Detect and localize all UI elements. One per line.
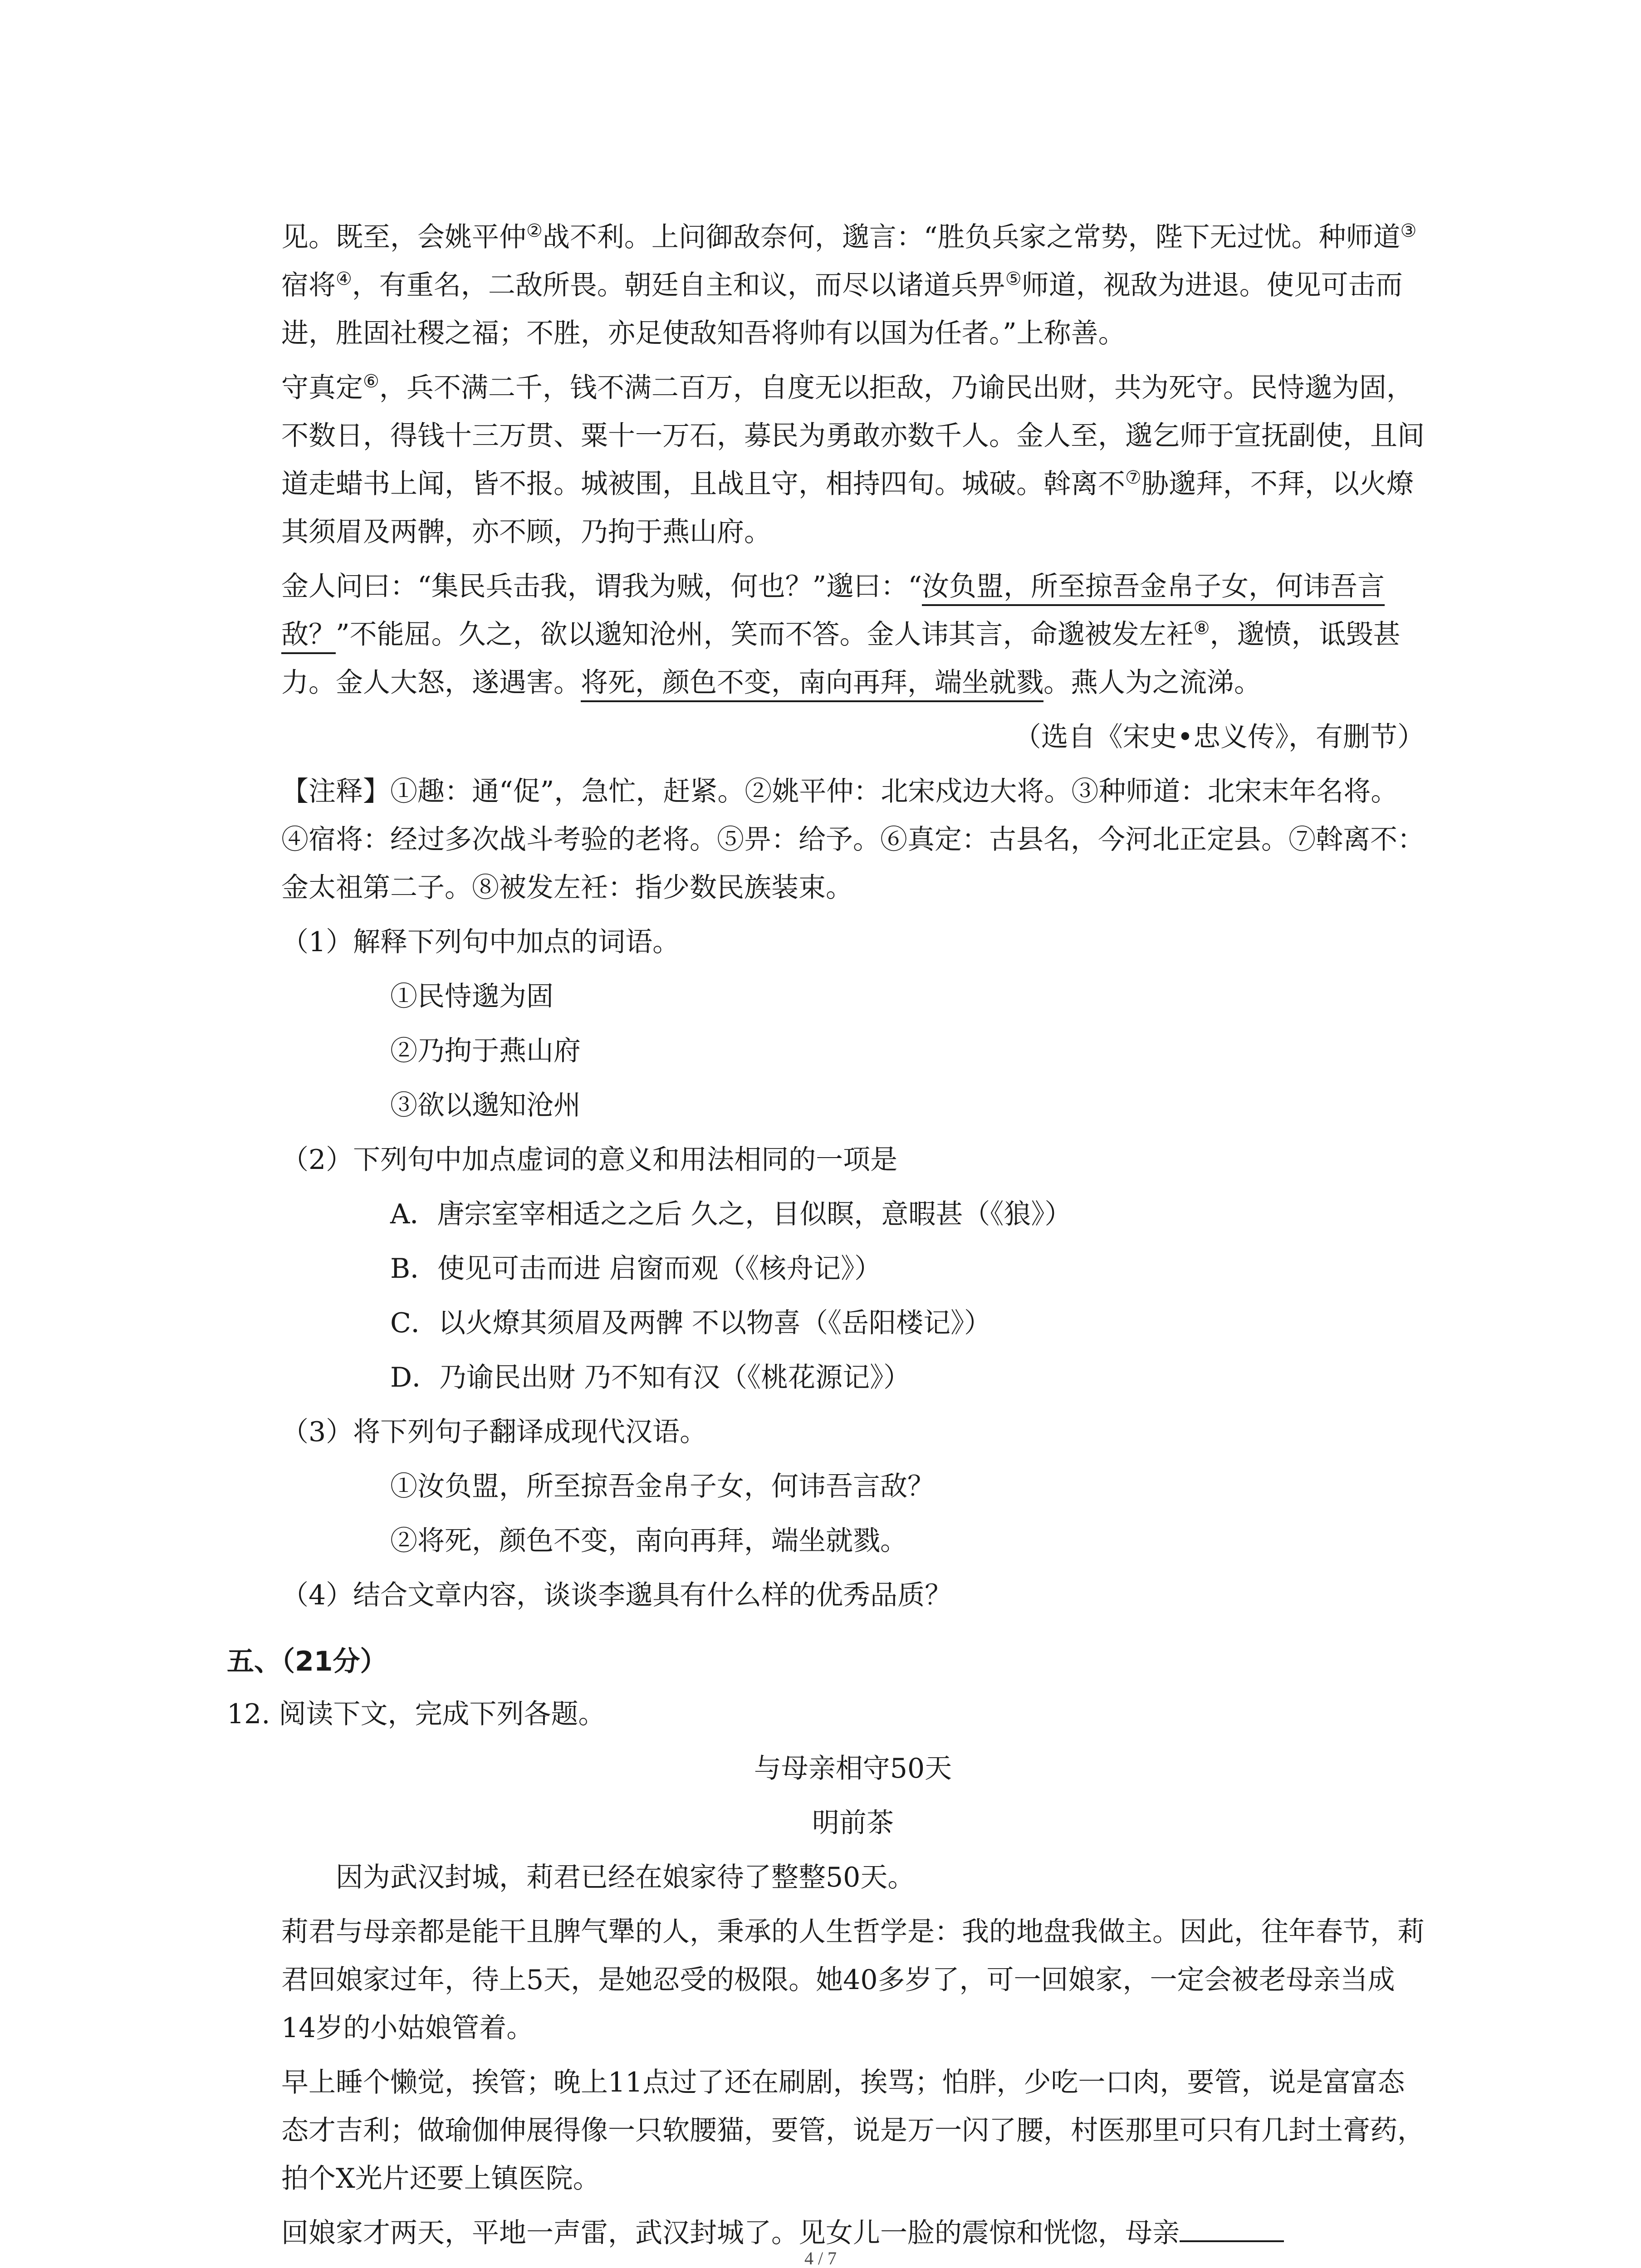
note-marker: ⑦ xyxy=(1125,467,1141,488)
question-2-option-b: B．使见可击而进 启窗而观（《核舟记》） xyxy=(390,1253,882,1285)
article-title: 与母亲相守50天 xyxy=(754,1753,952,1784)
article-paragraph: 因为武汉封城，莉君已经在娘家待了整整50天。 xyxy=(336,1862,915,1893)
question-3-item: ②将死，颜色不变，南向再拜，端坐就戮。 xyxy=(390,1525,907,1557)
section-5-heading: 五、（21分） xyxy=(227,1646,387,1677)
text-run: 宿将 xyxy=(281,269,336,301)
note-marker: ② xyxy=(526,220,543,241)
answer-blank[interactable] xyxy=(1180,2213,1284,2242)
passage-paragraph-2 xyxy=(281,364,1425,556)
question-2-option-d: D．乃谕民出财 乃不知有汉（《桃花源记》） xyxy=(390,1362,911,1393)
text-run: ”不能屈。久之，欲以邈知沧州，笑而不答。金人讳其言，命邈被发左衽 xyxy=(336,619,1194,650)
passage-source: （选自《宋史•忠义传》，有删节） xyxy=(1014,721,1425,753)
text-run: ，有重名，二敌所畏。朝廷自主和议，而尽以诸道兵畀 xyxy=(352,269,1005,301)
passage-paragraph-1 xyxy=(281,213,1425,357)
question-3-item: ①汝负盟，所至掠吾金帛子女，何讳吾言敌？ xyxy=(390,1471,935,1502)
page-content xyxy=(227,213,1425,2263)
text-run: ，邈愤，诋毁甚力。金人大怒，遂遇害。 xyxy=(281,619,1401,699)
annotations: 【注释】①趣：通“促”，急忙，赶紧。②姚平仲：北宋戍边大将。③种师道：北宋末年名将。④宿将：经过多次战斗考验的老将。⑤畀：给予。⑥真定：古县名，今河北正定县。⑦斡离不：金太祖第二子。⑧被发左衽：指少数民族装束。 xyxy=(281,776,1425,904)
question-1-item: ②乃拘于燕山府 xyxy=(390,1035,581,1067)
underlined-sentence-2: 将死，颜色不变，南向再拜，端坐就戮 xyxy=(581,667,1043,702)
page-number: 4 / 7 xyxy=(804,2248,837,2268)
question-1-item: ③欲以邈知沧州 xyxy=(390,1090,581,1121)
question-2-prompt: （2）下列句中加点虚词的意义和用法相同的一项是 xyxy=(281,1144,898,1176)
article-author: 明前茶 xyxy=(812,1807,894,1839)
text-run: 见。既至，会姚平仲 xyxy=(281,221,526,253)
question-2-option-a: A．唐宗室宰相适之之后 久之，目似瞑，意暇甚（《狼》） xyxy=(390,1198,1072,1230)
text-run: 战不利。上问御敌奈何，邈言：“胜负兵家之常势，陛下无过忧。种师道 xyxy=(542,221,1401,253)
note-marker: ⑤ xyxy=(1005,269,1022,289)
article-paragraph: 早上睡个懒觉，挨管；晚上11点过了还在刷剧，挨骂；怕胖，少吃一口肉，要管，说是富富态态才吉利；做瑜伽伸展得像一只软腰猫，要管，说是万一闪了腰，村医那里可只有几封土膏药，拍个X光片还要上镇医院。 xyxy=(281,2067,1425,2195)
question-12-prompt: 12. 阅读下文，完成下列各题。 xyxy=(227,1698,606,1730)
question-3-prompt: （3）将下列句子翻译成现代汉语。 xyxy=(281,1416,707,1448)
text-run: 。燕人为之流涕。 xyxy=(1043,667,1261,699)
article-paragraph: 莉君与母亲都是能干且脾气犟的人，秉承的人生哲学是：我的地盘我做主。因此，往年春节，莉君回娘家过年，待上5天，是她忍受的极限。她40多岁了，可一回娘家，一定会被老母亲当成14岁的小姑娘管着。 xyxy=(281,1916,1425,2044)
text-run: 师道，视敌为进退。使见可击而进，胜固社稷之福；不胜，亦足使敌知吾将帅有以国为任者。”上称善。 xyxy=(281,269,1403,349)
note-marker: ⑥ xyxy=(363,371,379,392)
note-marker: ⑧ xyxy=(1193,618,1210,639)
note-marker: ③ xyxy=(1400,220,1417,241)
question-1-prompt: （1）解释下列句中加点的词语。 xyxy=(281,926,680,958)
text-run: ，兵不满二千，钱不满二百万，自度无以拒敌，乃谕民出财，共为死守。民恃邈为固，不数日，得钱十三万贯、粟十一万石，募民为勇敢亦数千人。金人至，邈乞师于宣抚副使，且间道走蜡书上闻，皆不报。城被围，且战且守，相持四旬。城破。斡离不 xyxy=(281,372,1425,500)
question-1-item: ①民恃邈为固 xyxy=(390,981,554,1012)
text-run: 胁邈拜，不拜，以火燎其须眉及两髀，亦不顾，乃拘于燕山府。 xyxy=(281,468,1414,548)
text-run: 守真定 xyxy=(281,372,363,404)
question-2-option-c: C．以火燎其须眉及两髀 不以物喜（《岳阳楼记》） xyxy=(390,1307,991,1339)
note-marker: ④ xyxy=(336,269,352,289)
text-run: 回娘家才两天，平地一声雷，武汉封城了。见女儿一脸的震惊和恍惚，母亲 xyxy=(281,2217,1180,2249)
underlined-sentence-1: 汝负盟，所至掠吾金帛子女，何讳吾言敌？ xyxy=(281,571,1385,654)
passage-paragraph-3 xyxy=(281,562,1425,707)
question-4-prompt: （4）结合文章内容，谈谈李邈具有什么样的优秀品质？ xyxy=(281,1579,952,1611)
text-run: 金人问曰：“集民兵击我，谓我为贼，何也？”邈曰：“ xyxy=(281,571,922,602)
